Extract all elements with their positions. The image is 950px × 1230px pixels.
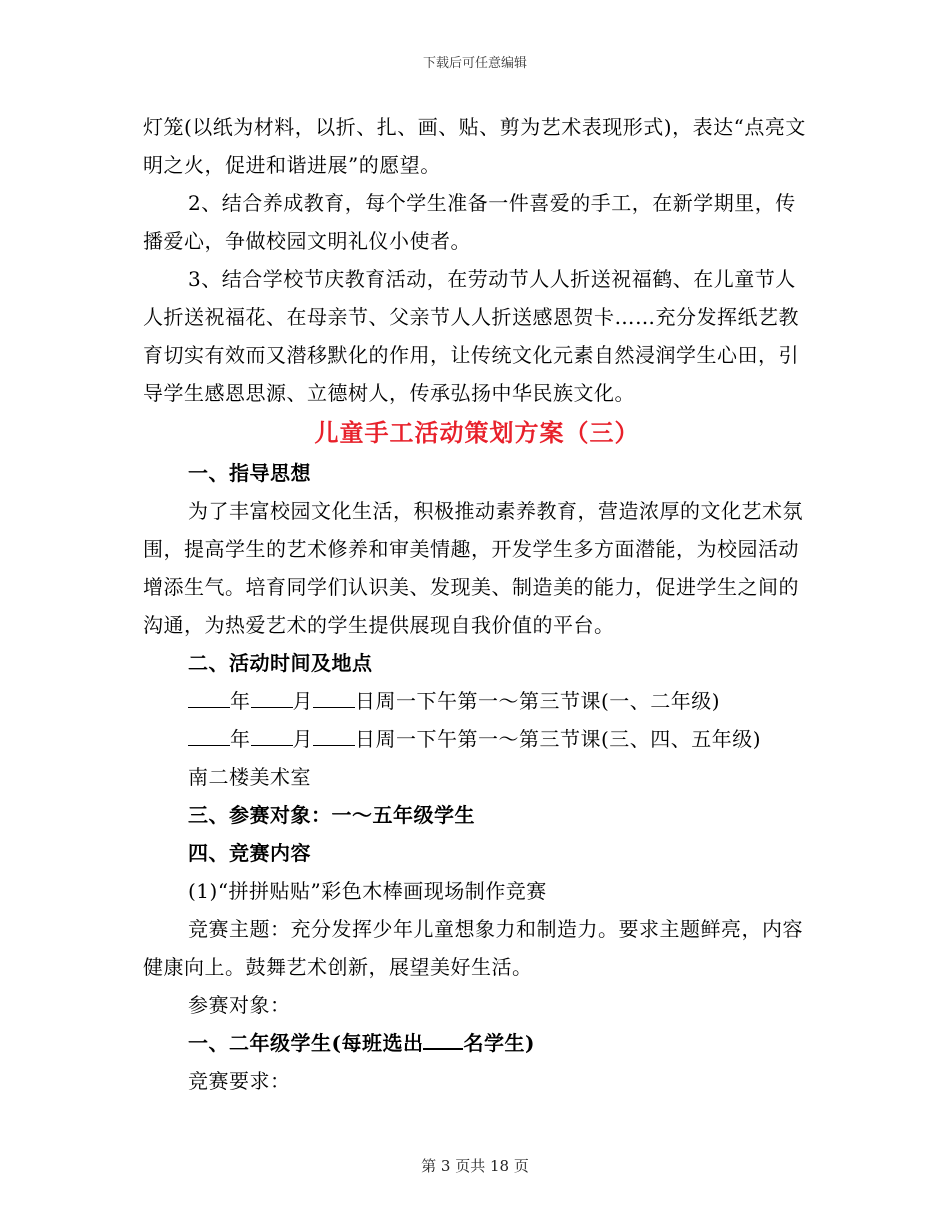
blank-field: [313, 685, 355, 708]
blank-field: [188, 723, 230, 746]
page-footer: 第 3 页共 18 页: [421, 1157, 529, 1175]
blank-field: [188, 685, 230, 708]
location-line: 南二楼美术室: [188, 765, 311, 789]
paragraph-item-3: 3、结合学校节庆教育活动，在劳动节人人折送祝福鹤、在儿童节人人折送祝福花、在母亲节、父亲节人人折送感恩贺卡……充分发挥纸艺教育切实有效而又潜移默化的作用，让传统文化元素自然浸润学生心田，引导学生感恩思源、立德树人，传承弘扬中华民族文化。: [143, 267, 799, 405]
blank-field: [313, 723, 355, 746]
blank-field: [423, 1026, 463, 1050]
schedule-line-2: 年 月 日周一下午第一～第三节课(三、四、五年级): [143, 720, 811, 758]
section-body-guiding: 为了丰富校园文化生活，积极推动素养教育，营造浓厚的文化艺术氛围，提高学生的艺术修养和审美情趣，开发学生多方面潜能，为校园活动增添生气。培育同学们认识美、发现美、制造美的能力，促进学生之间的沟通，为热爱艺术的学生提供展现自我价值的平台。: [143, 499, 803, 637]
page-header: 下载后可任意编辑: [422, 56, 527, 71]
section-heading-time-place: 二、活动时间及地点: [188, 651, 373, 675]
schedule-line-1: 年 月 日周一下午第一～第三节课(一、二年级): [143, 682, 811, 720]
competition-item-1: (1)“拼拼贴贴”彩色木棒画现场制作竞赛: [188, 879, 547, 903]
blank-field: [251, 723, 293, 746]
grade-line: 一、二年级学生(每班选出 名学生): [143, 1024, 811, 1062]
competition-theme: 竞赛主题：充分发挥少年儿童想象力和制造力。要求主题鲜亮，内容健康向上。鼓舞艺术创新，展望美好生活。: [143, 917, 803, 979]
document-title: 儿童手工活动策划方案（三）: [314, 418, 640, 447]
section-heading-guiding: 一、指导思想: [188, 461, 311, 485]
paragraph-lantern: 灯笼(以纸为材料，以折、扎、画、贴、剪为艺术表现形式)，表达“点亮文明之火，促进和谐进展”的愿望。: [143, 115, 806, 177]
blank-field: [251, 685, 293, 708]
participants-label: 参赛对象：: [188, 993, 291, 1017]
section-heading-content: 四、竞赛内容: [188, 841, 311, 865]
section-heading-participants: 三、参赛对象：一～五年级学生: [188, 803, 475, 827]
document-body: [143, 108, 811, 1100]
requirements-label: 竞赛要求：: [188, 1069, 291, 1093]
paragraph-item-2: 2、结合养成教育，每个学生准备一件喜爱的手工，在新学期里，传播爱心，争做校园文明礼仪小使者。: [143, 191, 796, 253]
